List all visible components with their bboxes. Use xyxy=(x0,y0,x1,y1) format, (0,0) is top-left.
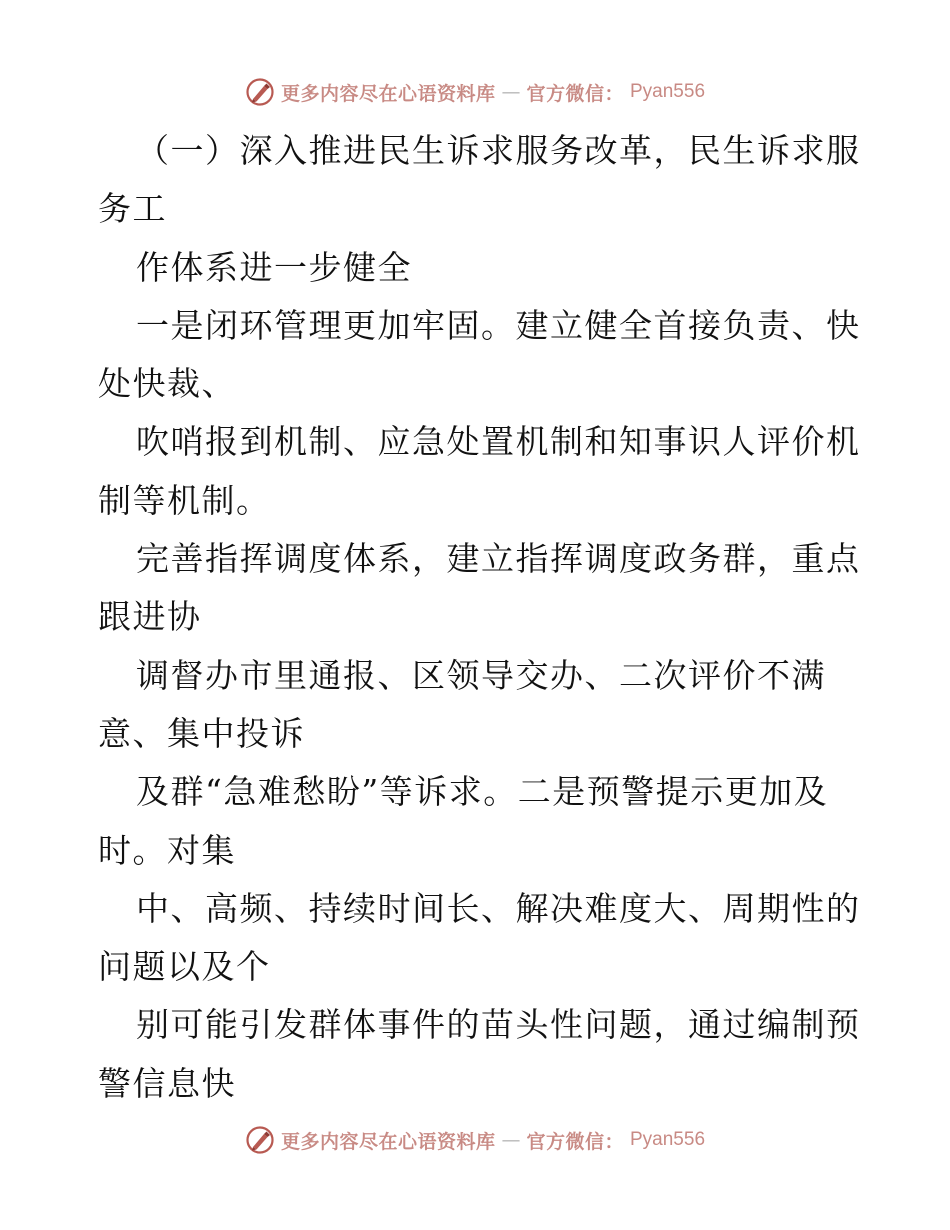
body-text-line: 务工 xyxy=(98,189,167,229)
body-text-line: 及群“急难愁盼”等诉求。二是预警提示更加及 xyxy=(136,772,829,812)
body-text-line: 警信息快 xyxy=(98,1063,236,1103)
body-text-line: 处快裁、 xyxy=(98,364,236,404)
body-text-line: 意、集中投诉 xyxy=(98,713,305,753)
body-text-line: 制等机制。 xyxy=(98,480,271,520)
body-text-line: 调督办市里通报、区领导交办、二次评价不满 xyxy=(136,655,826,695)
body-text-line: 问题以及个 xyxy=(98,947,271,987)
body-text-line: 跟进协 xyxy=(98,597,202,637)
body-text-line: （一）深入推进民生诉求服务改革，民生诉求服 xyxy=(136,131,861,170)
body-text-line: 吹哨报到机制、应急处置机制和知事识人评价机 xyxy=(136,422,861,462)
body-text-line: 完善指挥调度体系，建立指挥调度政务群，重点 xyxy=(136,539,861,579)
watermark-wechat-handle: Pyan556 xyxy=(630,81,706,102)
watermark-site-text: 更多内容尽在心语资料库 xyxy=(280,1130,496,1153)
watermark-wechat-label: 官方微信： xyxy=(526,82,624,105)
body-text-line: 中、高频、持续时间长、解决难度大、周期性的 xyxy=(136,888,861,928)
pen-logo-icon xyxy=(245,1125,275,1155)
body-text-line: 别可能引发群体事件的苗头性问题，通过编制预 xyxy=(136,1005,861,1045)
watermark-wechat-label: 官方微信： xyxy=(526,1130,624,1153)
pen-logo-icon xyxy=(245,77,275,107)
header-watermark xyxy=(0,72,950,112)
watermark-site-text: 更多内容尽在心语资料库 xyxy=(280,82,496,105)
body-text-line: 一是闭环管理更加牢固。建立健全首接负责、快 xyxy=(136,305,861,345)
body-text-line: 作体系进一步健全 xyxy=(136,247,412,287)
watermark-separator: — xyxy=(501,81,521,103)
document-body xyxy=(98,122,861,1113)
watermark-separator: — xyxy=(501,1129,521,1151)
body-text-line: 时。对集 xyxy=(98,830,236,870)
watermark-wechat-handle: Pyan556 xyxy=(630,1129,706,1150)
footer-watermark xyxy=(0,1120,950,1160)
